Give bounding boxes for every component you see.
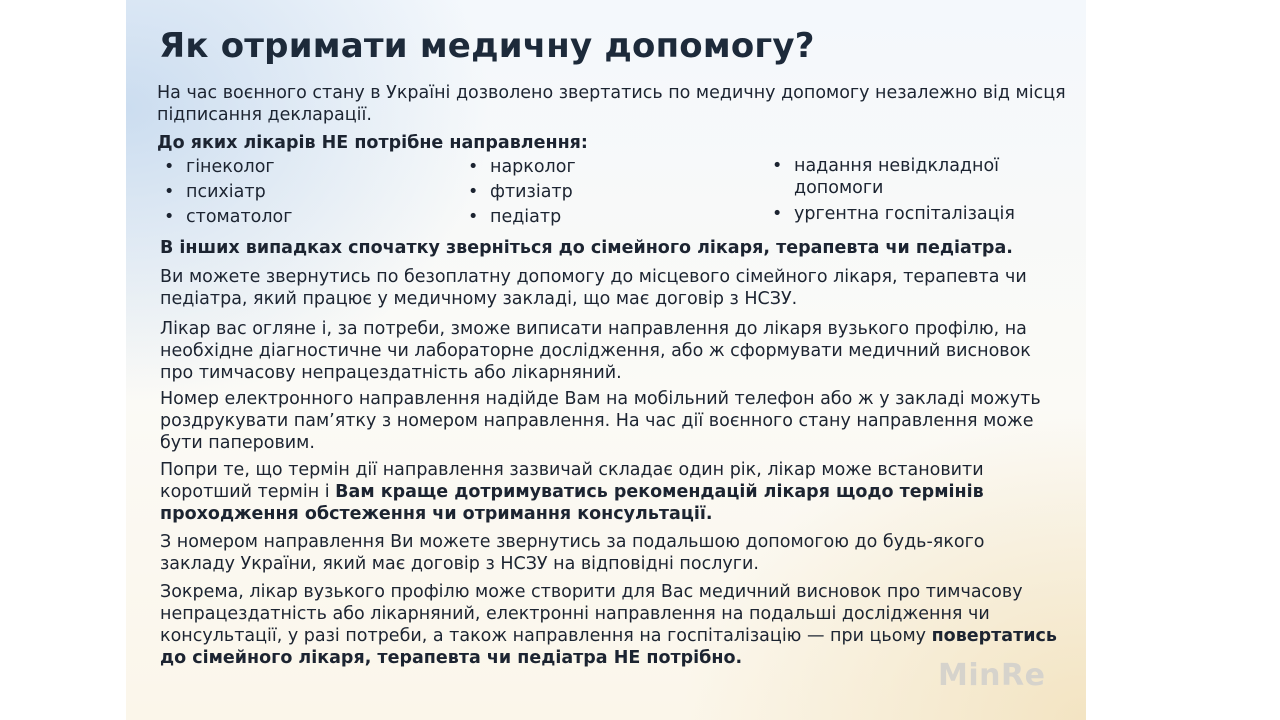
no-referral-list-col2 xyxy=(461,155,741,230)
no-referral-list-col3 xyxy=(765,155,1055,229)
referral-term-text: Попри те, що термін дії направлення зазвичай складає один рік, лікар може встановити коротший термін і xyxy=(160,460,984,502)
slide xyxy=(126,0,1086,720)
referral-term-paragraph xyxy=(160,459,1060,525)
specialist-text: Зокрема, лікар вузького профілю може створити для Вас медичний висновок про тимчасову непрацездатність або лікарняний, електронні направлення на подальші дослідження чи консультації, у разі потреби, а також направлення на госпіталізацію — при цьому xyxy=(160,582,1023,646)
list-item: • гінеколог xyxy=(157,155,437,180)
list-item: • ургентна госпіталізація xyxy=(765,203,1055,225)
no-referral-list-col1 xyxy=(157,155,437,230)
specialist-emphasis: повертатись до сімейного лікаря, терапевта чи педіатра НЕ потрібно. xyxy=(160,626,1057,668)
list-item: • надання невідкладної допомоги xyxy=(765,155,1024,199)
list-item: • педіатр xyxy=(461,205,741,230)
other-cases-note: В інших випадках спочатку зверніться до сімейного лікаря, терапевта чи педіатра. xyxy=(160,238,1013,258)
list-item: • психіатр xyxy=(157,180,437,205)
list-item: • фтизіатр xyxy=(461,180,741,205)
no-referral-heading: До яких лікарів НЕ потрібне направлення: xyxy=(157,133,588,153)
referral-number-paragraph: Номер електронного направлення надійде Вам на мобільний телефон або ж у закладі можуть роздрукувати пам’ятку з номером направлення. На час дії воєнного стану направлення може бути паперовим. xyxy=(160,389,1041,453)
any-facility-paragraph: З номером направлення Ви можете звернутись за подальшою допомогою до будь-якого закладу України, який має договір з НСЗУ на відповідні послуги. xyxy=(160,532,985,574)
doctor-exam-paragraph: Лікар вас огляне і, за потреби, зможе виписати направлення до лікаря вузького профілю, на необхідне діагностичне чи лабораторне дослідження, або ж сформувати медичний висновок про тимчасову непрацездатність або лікарняний. xyxy=(160,319,1031,383)
list-item: • нарколог xyxy=(461,155,741,180)
list-item: • стоматолог xyxy=(157,205,437,230)
specialist-paragraph xyxy=(160,581,1060,669)
free-help-paragraph: Ви можете звернутись по безоплатну допомогу до місцевого сімейного лікаря, терапевта чи педіатра, який працює у медичному закладі, що має договір з НСЗУ. xyxy=(160,267,1027,309)
minre-logo: MinRe xyxy=(938,658,1046,693)
referral-term-emphasis: Вам краще дотримуватись рекомендацій лікаря щодо термінів проходження обстеження чи отримання консультації. xyxy=(160,482,984,524)
page-title: Як отримати медичну допомогу? xyxy=(159,26,815,66)
intro-text: На час воєнного стану в Україні дозволено звертатись по медичну допомогу незалежно від місця підписання декларації. xyxy=(157,83,1066,125)
